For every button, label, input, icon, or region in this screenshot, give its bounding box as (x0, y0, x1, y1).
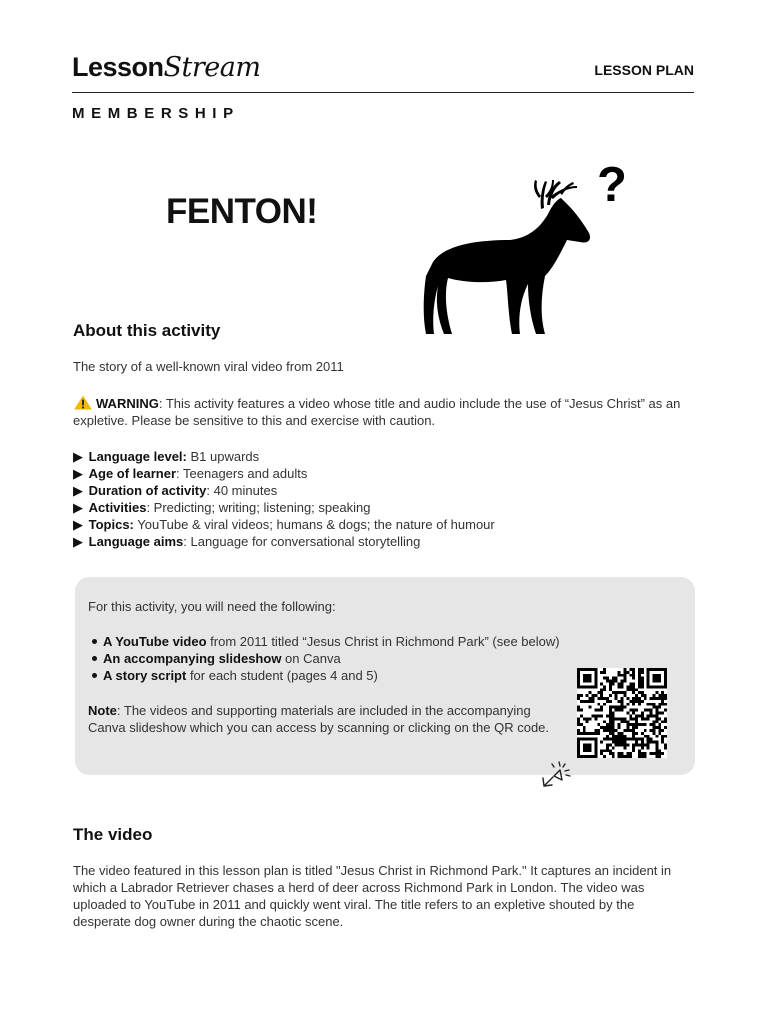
deer-illustration (418, 158, 633, 338)
fact-activities: ▶ Activities: Predicting; writing; listening; speaking (73, 500, 371, 515)
materials-item-youtube-video: A YouTube video from 2011 titled “Jesus Christ in Richmond Park” (see below) (92, 633, 560, 650)
page-title: FENTON! (166, 192, 318, 231)
fact-language-aims: ▶ Language aims: Language for conversational storytelling (73, 534, 421, 549)
video-heading: The video (73, 825, 153, 844)
warning-paragraph (73, 395, 693, 429)
membership-label: MEMBERSHIP (72, 105, 240, 122)
warning-label: WARNING (96, 396, 159, 411)
warning-icon (73, 395, 93, 410)
materials-item-story-script: A story script for each student (pages 4 and 5) (92, 667, 560, 684)
activity-facts-list (73, 448, 495, 550)
materials-item-slideshow: An accompanying slideshow on Canva (92, 650, 560, 667)
video-description: The video featured in this lesson plan is titled "Jesus Christ in Richmond Park." It captures an incident in which a Labrador Retriever chases a herd of deer across Richmond Park in London. The video was uploaded to YouTube in 2011 and quickly went viral. The title refers to an expletive shouted by the desperate dog owner during the chaotic scene. (73, 863, 672, 929)
click-cursor-icon (540, 758, 576, 790)
about-heading: About this activity (73, 321, 221, 340)
warning-text: : This activity features a video whose title and audio include the use of “Jesus Christ” as an expletive. Please be sensitive to this and exercise with caution. (73, 396, 681, 428)
lessonstream-logo: LessonStream (72, 52, 261, 83)
fact-topics: ▶ Topics: YouTube & viral videos; humans & dogs; the nature of humour (73, 517, 495, 532)
document-type-label: LESSON PLAN (594, 62, 694, 78)
materials-list (92, 633, 560, 684)
header-divider (72, 92, 694, 93)
fact-language-level: ▶ Language level: B1 upwards (73, 449, 260, 464)
activity-summary: The story of a well-known viral video from 2011 (73, 359, 344, 374)
materials-note: Note: The videos and supporting materials are included in the accompanying Canva slideshow which you can access by scanning or clicking on the QR code. (88, 703, 550, 735)
materials-intro: For this activity, you will need the following: (88, 599, 336, 614)
fact-duration: ▶ Duration of activity: 40 minutes (73, 483, 278, 498)
fact-age-of-learner: ▶ Age of learner: Teenagers and adults (73, 466, 308, 481)
qr-code-link[interactable] (576, 668, 668, 758)
question-mark-icon: ? (597, 158, 627, 212)
